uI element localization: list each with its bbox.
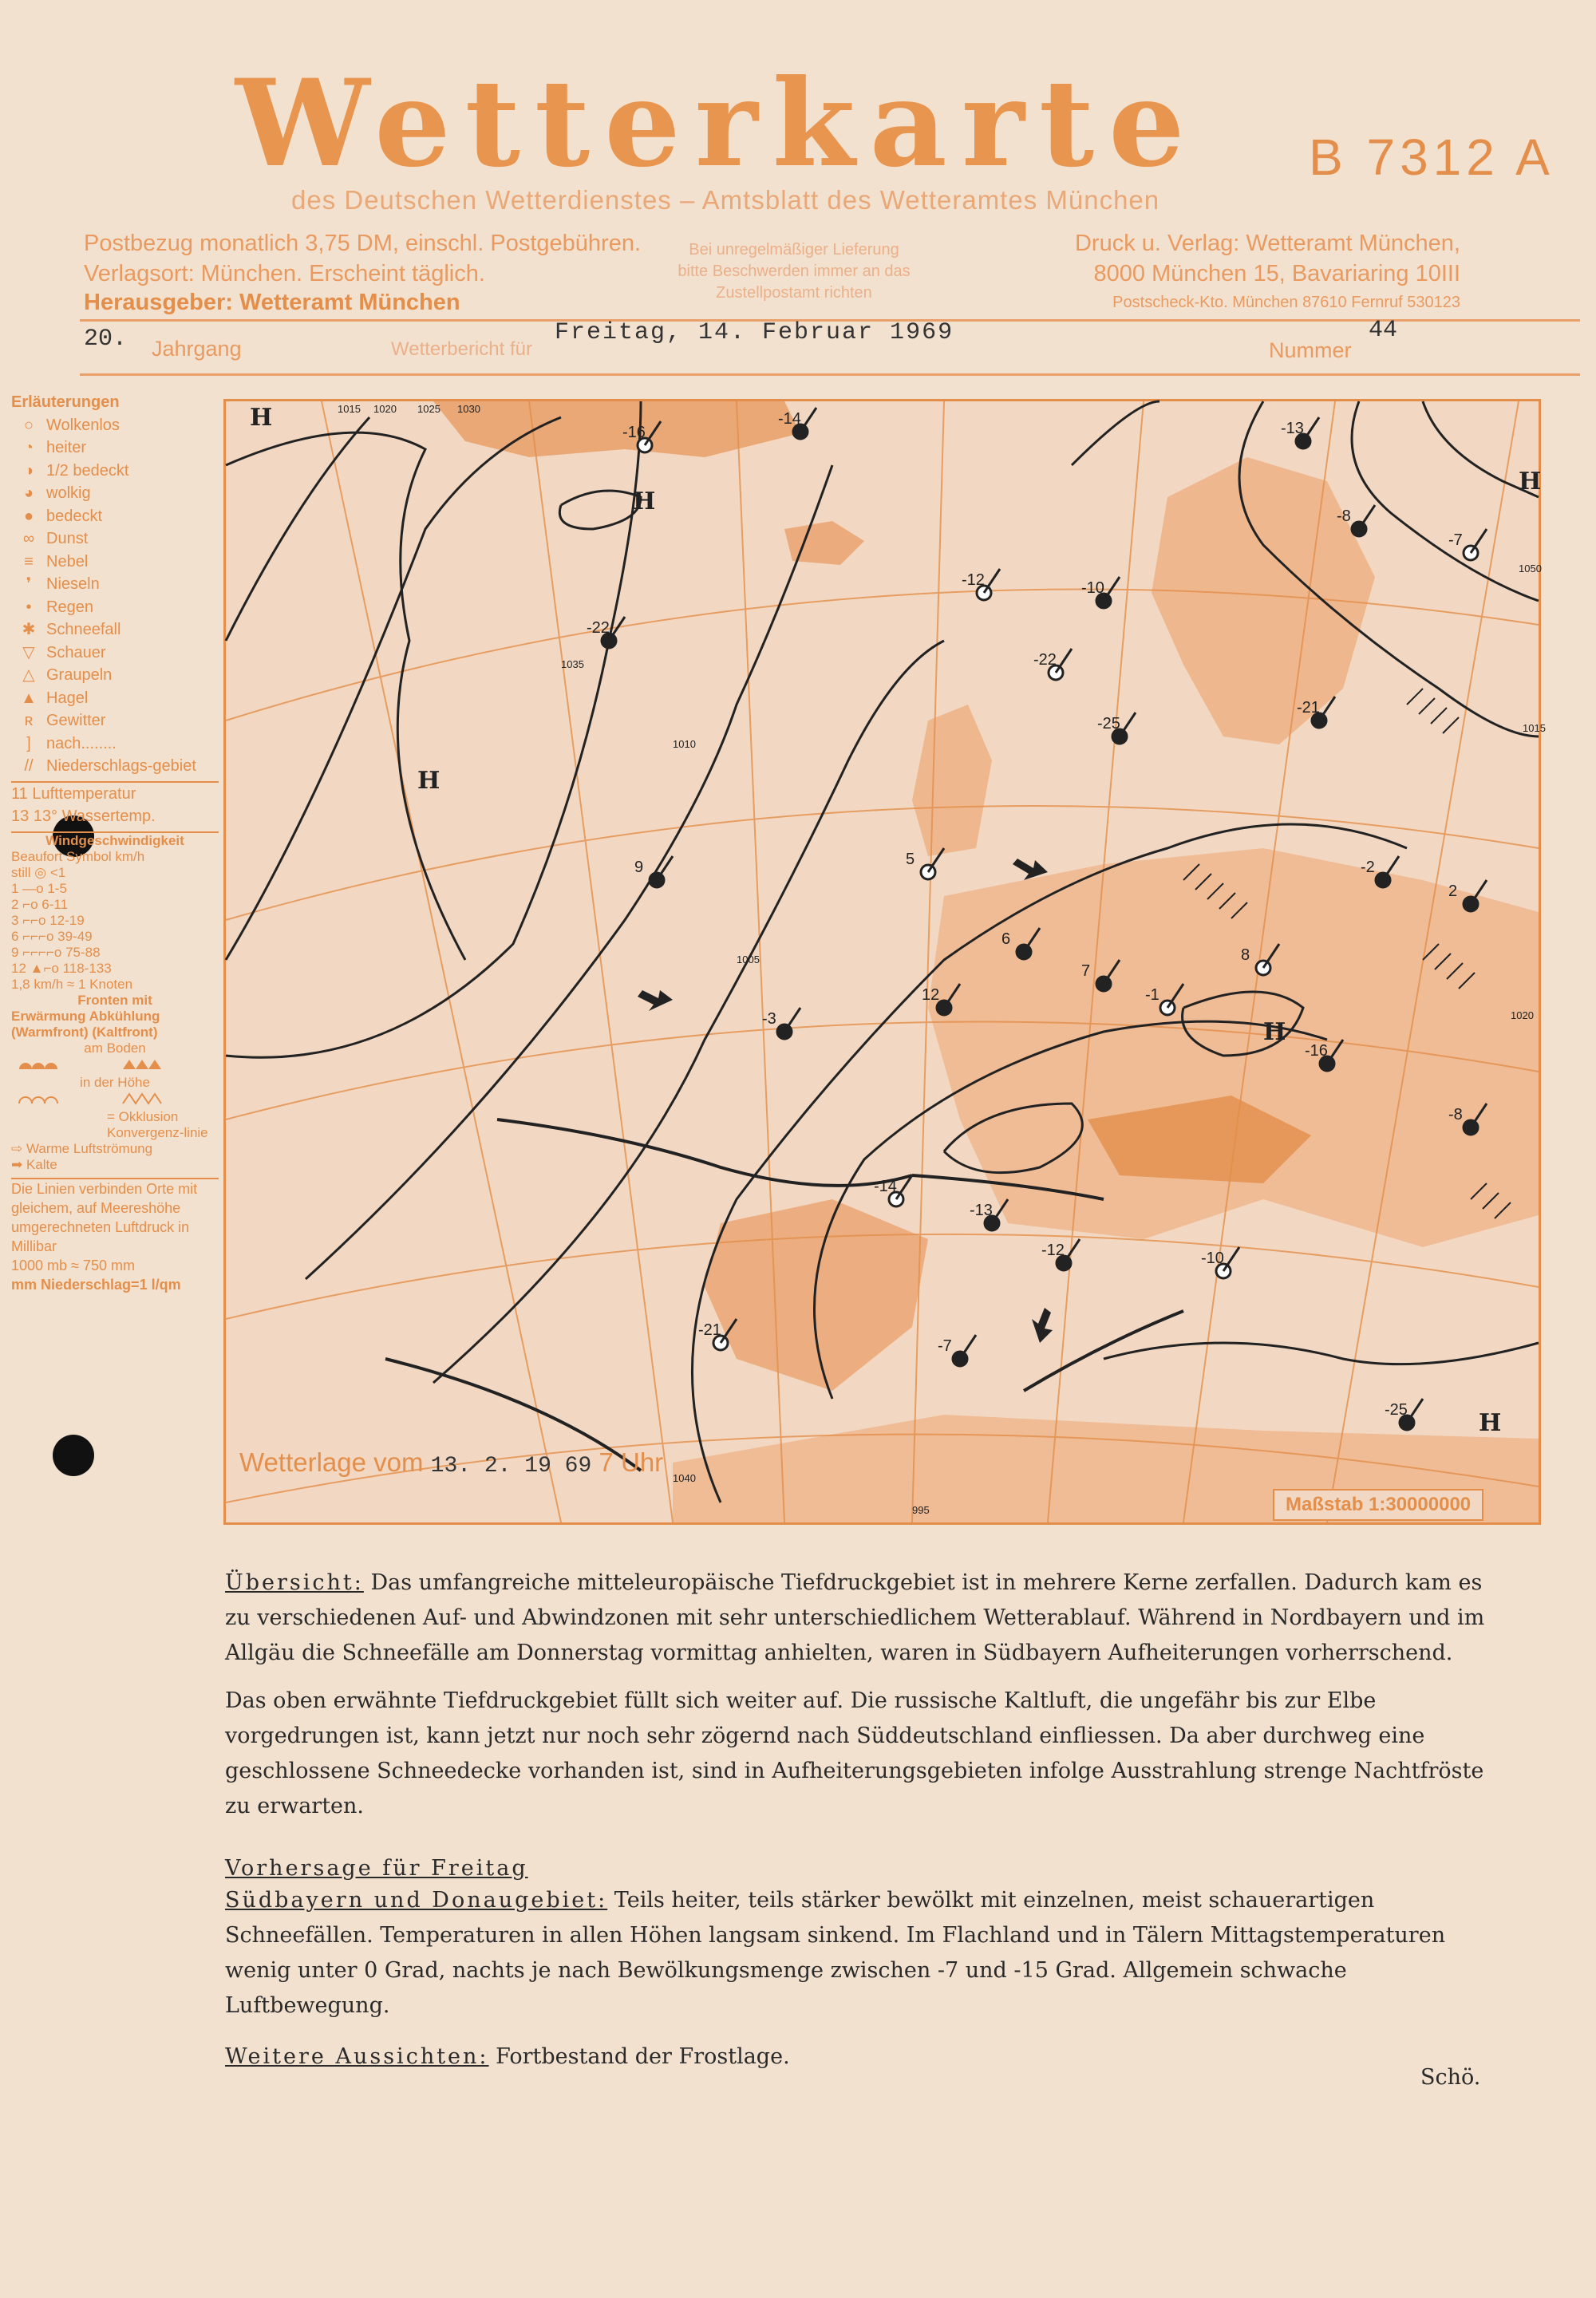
legend-item <box>11 664 219 687</box>
isobar-label: 995 <box>912 1504 930 1516</box>
station-temperature: -14 <box>874 1178 897 1195</box>
legend-item-label: Nebel <box>46 552 89 571</box>
masthead-title: Wetterkarte <box>235 53 1199 194</box>
legend-item <box>11 460 219 483</box>
legend-symbol-icon: ❜ <box>26 575 32 593</box>
legend-item <box>11 505 219 528</box>
vorhersage-text: Teils heiter, teils stärker bewölkt mit einzelnen, meist schauerartigen Schneefällen. Temperaturen in allen Höhen langsam sinkend. Im Flachland und in Tälern Mittagstemperaturen wenig unter 0 Grad, nachts je nach Bewölkungsmenge zwischen -7 und -15 Grad. Allgemein schwache Luftbewegung. <box>225 1888 1446 2018</box>
station-temperature: -16 <box>1305 1042 1328 1060</box>
wind-barb <box>1120 713 1136 736</box>
station-temperature: -14 <box>778 410 801 428</box>
wind-row: 12 ▲⌐o 118-133 <box>11 960 112 976</box>
wetterlage-time: 7 Uhr <box>598 1447 664 1477</box>
kaltluft-paragraph: Das oben erwähnte Tiefdruckgebiet füllt sich weiter auf. Die russische Kaltluft, die ungefähr bis zur Elbe vorgedrungen ist, kann jetzt nur noch sehr zögernd nach Süddeutschland einfliessen. Da aber durchweg eine geschlossene Schneedecke vorhanden ist, sind in Aufheiterungsgebieten infolge Ausstrahlung strenge Nachtfröste zu erwarten. <box>225 1688 1484 1818</box>
station-temperature: -8 <box>1448 1106 1463 1123</box>
weather-map-drawing <box>226 401 1546 1522</box>
uebersicht-label: Übersicht: <box>225 1570 364 1595</box>
legend-warme: Warme <box>26 1140 70 1156</box>
postbezug-line1: Postbezug monatlich 3,75 DM, einschl. Postgebühren. <box>84 231 642 256</box>
legend-conversion2: mm Niederschlag=1 l/qm <box>11 1276 181 1293</box>
legend-knoten: 1,8 km/h ≈ 1 Knoten <box>11 976 133 992</box>
legend-item-label: wolkig <box>46 484 91 502</box>
legend-kalte-row <box>11 1157 219 1173</box>
legend-symbol-icon: • <box>26 598 32 616</box>
legend-luftstroemung: Luftströmung <box>73 1140 153 1156</box>
wind-row: 9 ⌐⌐⌐⌐o 75-88 <box>11 944 101 960</box>
cold-arrow-icon: ➡ <box>11 1156 26 1172</box>
signature: Schö. <box>1420 2065 1481 2090</box>
weitere-label: Weitere Aussichten: <box>225 2044 489 2069</box>
station-temperature: -10 <box>1081 579 1104 597</box>
station-temperature: -21 <box>1297 699 1320 717</box>
wind-row: 2 ⌐o 6-11 <box>11 896 69 912</box>
legend-item-label: Nieseln <box>46 575 100 593</box>
legend-item-label: bedeckt <box>46 507 103 525</box>
station-temperature: 8 <box>1241 946 1250 964</box>
station-temperature: 7 <box>1081 962 1091 980</box>
legend-fronts-sub: Erwärmung Abkühlung (Warmfront) (Kaltfront) <box>11 1008 160 1040</box>
legend-item-label: Graupeln <box>46 666 113 684</box>
legend-symbol-icon: ● <box>23 507 34 525</box>
iberia-land <box>705 1199 928 1391</box>
druck-line1: Druck u. Verlag: Wetteramt München, <box>1074 231 1460 256</box>
legend-title: Erläuterungen <box>11 393 120 411</box>
station-temperature: 2 <box>1448 882 1458 900</box>
isobar-label: 1015 <box>1523 722 1546 734</box>
nummer-label: Nummer <box>1269 338 1352 362</box>
station-temperature: -22 <box>587 619 610 637</box>
weitere-aussichten <box>225 2039 1486 2075</box>
wetterlage-label: Wetterlage vom <box>239 1447 424 1477</box>
legend-item-label: nach........ <box>46 734 117 752</box>
wind-barb <box>800 408 816 432</box>
station-temperature: -12 <box>1041 1242 1065 1259</box>
isobar-label: 1005 <box>737 954 760 965</box>
station-temperature: -13 <box>1281 420 1304 437</box>
postscheck: Postscheck-Kto. München 87610 Fernruf 530123 <box>1112 294 1460 311</box>
legend-item-label: heiter <box>46 439 87 456</box>
legend-panel <box>11 391 219 1294</box>
wind-barb <box>1471 529 1487 553</box>
legend-item <box>11 709 219 732</box>
legend-symbol-icon: ▲ <box>21 689 37 707</box>
warm-arrow-icon: ⇨ <box>11 1140 26 1156</box>
uebersicht-paragraph <box>225 1566 1486 1671</box>
herausgeber: Herausgeber: Wetteramt München <box>84 290 460 315</box>
british-isles-land <box>912 705 992 856</box>
legend-item <box>11 687 219 710</box>
notice-line3: Zustellpostamt richten <box>716 284 872 302</box>
legend-symbol-icon: ✱ <box>22 621 36 638</box>
legend-linien-text: Die Linien verbinden Orte mit gleichem, auf Meereshöhe umgerechneten Luftdruck in Millibar <box>11 1178 219 1256</box>
wind-barb <box>1056 649 1072 673</box>
legend-symbol-icon: ◑ <box>23 461 34 480</box>
station-temperature: -21 <box>698 1321 721 1339</box>
station-temperature: -2 <box>1361 859 1375 876</box>
legend-item-label: Niederschlags-gebiet <box>46 757 196 775</box>
station-temperature: -25 <box>1097 715 1120 732</box>
vorhersage-title <box>225 1851 1486 1886</box>
isobar-label: 1035 <box>561 658 584 670</box>
notice-line1: Bei unregelmäßiger Lieferung <box>689 241 899 259</box>
legend-items <box>11 414 219 778</box>
station-temperature: -1 <box>1145 986 1159 1004</box>
wetterlage-caption <box>239 1447 663 1479</box>
high-pressure-marker: H <box>250 404 273 432</box>
wind-row: 3 ⌐⌐o 12-19 <box>11 912 85 928</box>
station-temperature: 9 <box>634 859 644 876</box>
legend-item-label: Gewitter <box>46 712 106 729</box>
high-pressure-marker: H <box>1519 468 1542 496</box>
delivery-notice <box>662 239 926 304</box>
front-symbols-upper <box>11 1091 203 1105</box>
jahrgang-label: Jahrgang <box>152 337 242 361</box>
high-pressure-marker: H <box>1479 1409 1502 1437</box>
station-temperature: -3 <box>762 1010 776 1028</box>
issue-number: 44 <box>1369 317 1398 344</box>
front-symbols-ground <box>11 1056 203 1071</box>
map-scale: Maßstab 1:30000000 <box>1273 1489 1483 1521</box>
legend-symbol-icon: ∞ <box>22 530 35 547</box>
isobar-label: 1030 <box>457 403 480 415</box>
legend-wind-title: Windgeschwindigkeit <box>45 832 184 848</box>
region-label: Südbayern und Donaugebiet: <box>225 1888 608 1913</box>
wind-row: 1 —o 1-5 <box>11 880 67 896</box>
legend-item <box>11 596 219 619</box>
wind-row: 6 ⌐⌐⌐o 39-49 <box>11 928 93 944</box>
high-pressure-marker: H <box>633 488 656 515</box>
station-temperature: 5 <box>906 851 915 868</box>
isobar-label: 1020 <box>373 403 397 415</box>
legend-item-label: Schneefall <box>46 621 121 638</box>
legend-item-label: Dunst <box>46 530 89 547</box>
vorhersage-title-text: Vorhersage für Freitag <box>225 1856 528 1881</box>
weather-map <box>223 399 1546 1525</box>
legend-symbol-icon: ʀ <box>24 712 34 729</box>
cold-air-arrow-3 <box>1032 1308 1053 1343</box>
legend-symbol-icon: △ <box>22 666 35 684</box>
legend-temp-line1: 11 Lufttemperatur <box>11 784 136 803</box>
legend-okklusion: = Okklusion <box>107 1108 179 1124</box>
legend-warme-row <box>11 1141 219 1157</box>
legend-item-label: 1/2 bedeckt <box>46 461 129 480</box>
legend-symbol-icon: ◕ <box>23 484 34 502</box>
header-rule-bottom <box>80 373 1580 376</box>
isobar-label: 1040 <box>673 1472 696 1484</box>
station-temperature: -22 <box>1033 651 1057 669</box>
station-temperature: -25 <box>1385 1401 1408 1419</box>
isobar-label: 1050 <box>1519 563 1542 574</box>
legend-item <box>11 527 219 551</box>
issue-date: Freitag, 14. Februar 1969 <box>555 319 954 346</box>
isobar-label: 1020 <box>1511 1009 1534 1021</box>
legend-symbol-icon: ] <box>26 734 31 752</box>
legend-temp-block <box>11 781 219 828</box>
station-temperature: -10 <box>1201 1250 1224 1267</box>
wetterlage-date: 13. 2. 19 69 <box>430 1454 592 1479</box>
druck-line2: 8000 München 15, Bavariaring 10III <box>1093 261 1460 286</box>
high-pressure-marker: H <box>417 767 440 795</box>
legend-conversion1: 1000 mb ≈ 750 mm <box>11 1257 135 1273</box>
uebersicht-text: Das umfangreiche mitteleuropäische Tiefdruckgebiet ist in mehrere Kerne zerfallen. Dadurch kam es zu verschiedenen Auf- und Abwindzonen mit sehr unterschiedlichem Wetterablauf. Während in Nordbayern und im Allgäu die Schneefälle am Donnerstag vormittag anhielten, waren in Südbayern Aufheiterungen vorherrschend. <box>225 1570 1485 1665</box>
legend-item-label: Regen <box>46 598 93 616</box>
legend-item <box>11 618 219 642</box>
station-temperature: -8 <box>1337 507 1351 525</box>
station-temperature: 12 <box>922 986 940 1004</box>
legend-item <box>11 732 219 756</box>
station-temperature: -7 <box>938 1337 952 1355</box>
legend-symbol-icon: ◔ <box>23 439 34 456</box>
wind-barb <box>1407 1399 1423 1423</box>
wind-barb <box>960 1335 976 1359</box>
legend-item <box>11 482 219 505</box>
legend-symbol-icon: ▽ <box>22 643 35 661</box>
vorhersage-paragraph <box>225 1883 1486 2024</box>
legend-symbol-icon: ○ <box>23 416 34 434</box>
jahrgang-number: 20. <box>84 326 128 353</box>
legend-am-boden: am Boden <box>84 1040 146 1056</box>
isobar-label: 1015 <box>338 403 361 415</box>
postbezug-block <box>84 228 641 289</box>
legend-kalte: Kalte <box>26 1156 57 1172</box>
legend-symbol-icon: ≡ <box>24 552 34 571</box>
isobar-label: 1025 <box>417 403 440 415</box>
legend-fronts-title: Fronten mit <box>77 992 152 1008</box>
wind-barb <box>1223 1247 1239 1271</box>
legend-item <box>11 573 219 596</box>
wind-barb <box>984 569 1000 593</box>
punch-hole-bottom <box>53 1435 94 1476</box>
publication-code: B 7312 A <box>1309 128 1555 186</box>
legend-item-label: Schauer <box>46 643 106 661</box>
station-temperature: -13 <box>970 1202 993 1219</box>
notice-line2: bitte Beschwerden immer an das <box>678 263 911 280</box>
masthead-subtitle: des Deutschen Wetterdienstes – Amtsblatt des Wetteramtes München <box>291 185 1160 215</box>
legend-konvergenz: Konvergenz-linie <box>107 1124 208 1140</box>
wind-barb <box>1303 417 1319 441</box>
greenland-land <box>433 401 800 457</box>
wind-row: still ◎ <1 <box>11 864 66 880</box>
wind-barb <box>1359 505 1375 529</box>
wetterbericht-label: Wetterbericht für <box>391 338 532 360</box>
iceland-land <box>784 521 864 565</box>
postbezug-line2: Verlagsort: München. Erscheint täglich. <box>84 261 485 286</box>
station-temperature: 6 <box>1001 930 1011 948</box>
station-temperature: -16 <box>622 424 646 441</box>
legend-symbol-icon: // <box>24 757 34 775</box>
legend-in-hoehe: in der Höhe <box>80 1074 150 1090</box>
legend-item <box>11 551 219 574</box>
legend-temp-line2: 13 13° Wassertemp. <box>11 807 156 825</box>
legend-item-label: Wolkenlos <box>46 416 120 434</box>
legend-item <box>11 642 219 665</box>
legend-wind-block <box>11 831 219 1294</box>
legend-item <box>11 436 219 460</box>
legend-item <box>11 755 219 778</box>
high-pressure-marker: H <box>1263 1018 1286 1046</box>
legend-item <box>11 414 219 437</box>
legend-wind-header: Beaufort Symbol km/h <box>11 848 145 864</box>
legend-item-label: Hagel <box>46 689 89 707</box>
druck-block <box>1037 228 1460 289</box>
station-temperature: -12 <box>962 571 985 589</box>
weitere-text: Fortbestand der Frostlage. <box>496 2044 790 2069</box>
station-temperature: -7 <box>1448 531 1463 549</box>
isobar-label: 1010 <box>673 738 696 750</box>
legend-wind-rows <box>11 865 219 977</box>
cold-air-arrow-1 <box>638 990 673 1011</box>
